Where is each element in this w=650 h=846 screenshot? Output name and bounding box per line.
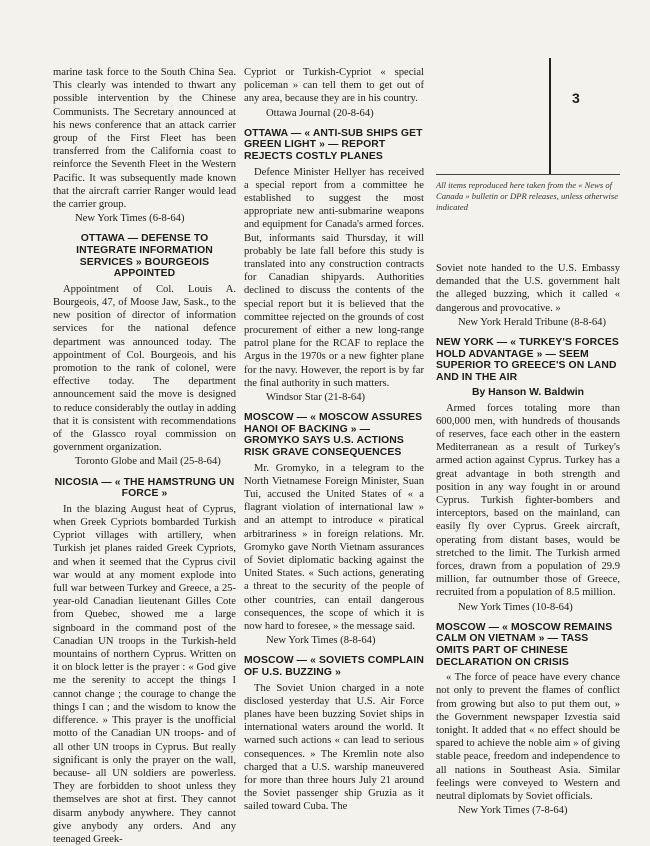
article-body: « The force of peace have every chance not only to prevent the flames of conflict from growing but also to put them out, » the Government newspaper Izvestia said tonight. It added that « no effect should be spared to achieve the noble aim » of giving stable peace, freedom and independence to all nations in Southeast Asia. Similar feelings were conveyed to Western and neutral diplomats by Soviet officials. [436, 672, 620, 803]
column-2 [244, 66, 424, 814]
article-headline: OTTAWA — DEFENSE TO INTEGRATE INFORMATION SERVICES » BOURGEOIS APPOINTED [76, 233, 213, 280]
article-body: Armed forces totaling more than 600,000 men, with hundreds of thousands of reserves, face each other in the eastern Mediterranean as a result of Turkey's armed action against Cyprus. Turkey has a great advantage in both strength and position in any way fought in or around Cyprus. Turkish fighter-bombers and interceptors, based on the mainland, can easily fly over Cyprus. Greek aircraft, operating from distant bases, would be stretched to the limit. The Turkish armed forces, drawn from a population of 29.9 million, far outnumber those of Greece, recruited from a population of 8.5 million. [436, 402, 620, 599]
article-body: Mr. Gromyko, in a telegram to the North Vietnamese Foreign Minister, Suan Tui, accused the United States of « a flagrant violation of international law » and an attempt to introduce « piratical arbitrariness » in foreign relations. Mr. Gromyko gave North Vietnam assurances of Soviet diplomatic backing against the United States. « Such actions, generating a threat to the security of the people of other countries, can entail dangerous consequences, the scope of which it is now hard to foresee, » the message said. [244, 462, 424, 633]
article-source: New York Times (10-8-64) [458, 601, 573, 613]
article-headline: NEW YORK — « TURKEY'S FORCES HOLD ADVANTAGE » — SEEM SUPERIOR TO GREECE'S ON LAND AND IN THE AIR [436, 337, 619, 383]
article-source: New York Times (7-8-64) [458, 805, 568, 817]
article-headline: MOSCOW — « MOSCOW REMAINS CALM ON VIETNAM » — TASS OMITS PART OF CHINESE DECLARATION ON CRISIS [436, 621, 613, 668]
horizontal-rule [436, 174, 620, 175]
article-body: In the blazing August heat of Cyprus, when Greek Cypriots bombarded Turkish Cypriot villages with artillery, when Turkish jet planes raided Greek Cypriots, and when it seemed that the Cyprus civil war would at any moment explode into full war between Turkey and Greece, a 25-year-old Canadian lieutenant Gilles Cote from Quebec, showed me a large signboard in the command post of the Canadian UN troops in the Turkish-held mountains of northern Cyprus. Written on it on block letter is the prayer : « God give me the serenity to accept the things I cannot change ; the courage to change the things I can ; and the wisdom to know the difference. » This prayer is the unofficial motto of the Canadian UN troops- and of all other UN troops in Cyprus. But really significant is only the prayer on the wall, because- all UN soldiers are powerless. They are forbidden to shoot unless they themselves are shot at first. They cannot disarm anybody anywhere. They cannot give anybody any orders. And any teenaged Greek- [53, 503, 236, 845]
article-source: Windsor Star (21-8-64) [266, 392, 366, 404]
page-number: 3 [572, 90, 580, 106]
article-continuation: marine task force to the South China Sea. This clearly was intended to thwart any possible intervention by the Chinese Communists. The Secretary announced at his news conference that an attack carrier group of the First Fleet has been transferred from the California coast to reinforce the Seventh Fleet in the Western Pacific. It was subsequently made known that the aircraft carrier Ranger would lead the carrier group. [53, 67, 236, 211]
column-1 [53, 66, 236, 846]
article-continuation: Soviet note handed to the U.S. Embassy demanded that the U.S. government halt the alleged buzzing, which it called « dangerous and provocative. » [436, 263, 620, 314]
article-headline: OTTAWA — « ANTI-SUB SHIPS GET GREEN LIGHT » — REPORT REJECTS COSTLY PLANES [244, 127, 423, 162]
article-source: New York Times (6-8-64) [75, 213, 185, 225]
vertical-rule [549, 58, 551, 175]
article-headline: MOSCOW — « SOVIETS COMPLAIN OF U.S. BUZZING » [244, 655, 424, 679]
column-3 [436, 262, 620, 825]
article-body: Appointment of Col. Louis A. Bourgeois, 47, of Moose Jaw, Sask., to the new position of director of information services for the national defence department was announced today. The appointment of Col. Bourgeois, and his promotion to the rank of colonel, were effective today. The department announcement said the move is designed to reduce considerably the outlay in adding that it is consistent with recommendations of the Glassco royal commission on government organization. [53, 283, 236, 454]
article-source: Ottawa Journal (20-8-64) [266, 107, 374, 119]
article-body: The Soviet Union charged in a note disclosed yesterday that U.S. Air Force planes have been buzzing Soviet ships in international waters around the world. It warned such actions « can lead to serious consequences. » The Kremlin note also charged that a U.S. warship maneuvered for more than three hours July 21 around the Soviet passenger ship Gruzia as it sailed toward Cuba. The [244, 682, 424, 813]
article-source: New York Herald Tribune (8-8-64) [458, 316, 607, 328]
article-source: New York Times (8-8-64) [266, 635, 376, 647]
article-body: Defence Minister Hellyer has received a special report from a committee he established to suggest the most appropriate new anti-submarine weapons and equipment for Canada's armed forces. But, informants said Thursday, it will probably be late fall before this study is translated into any construction contracts for Canadian shipyards. Authorities declined to discuss the contents of the special report but it is believed that the committee rejected on the grounds of cost procurement of either a new long-range patrol plane for the RCAF to replace the Argus in the 1970s or a new fighter plane for the navy. However, the report is by far the final authority in such matters. [244, 166, 424, 389]
source-note: All items reproduced here taken from the « News of Canada » bulletin or DPR releases, unless otherwise indicated [436, 180, 619, 212]
article-byline: By Hanson W. Baldwin [472, 387, 584, 399]
article-headline: NICOSIA — « THE HAMSTRUNG UN FORCE » [54, 476, 235, 500]
article-source: Toronto Globe and Mail (25-8-64) [75, 456, 221, 468]
article-headline: MOSCOW — « MOSCOW ASSURES HANOI OF BACKING » — GROMYKO SAYS U.S. ACTIONS RISK GRAVE CONSEQUENCES [244, 412, 423, 459]
article-continuation: Cypriot or Turkish-Cypriot « special policeman » can tell them to get out of any area, because they are in his country. [244, 67, 424, 105]
